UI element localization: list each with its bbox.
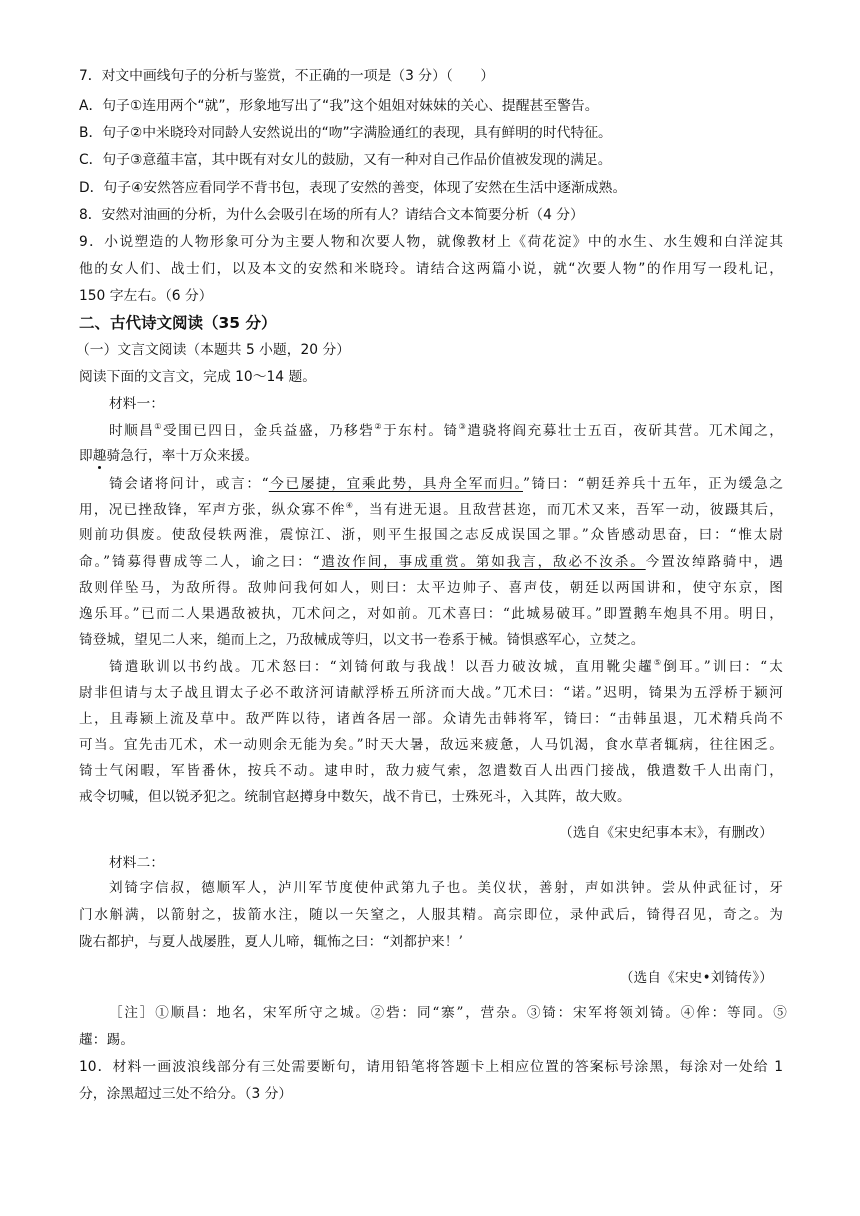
material-1-p2-line-3: 则前功俱废。使敌侵轶两淮，震惊江、浙，则平生报国之志反成误国之罪。”众皆感动思奋，曰：“惟太尉 bbox=[79, 527, 783, 543]
question-9-line-2: 他的女人们、战士们，以及本文的安然和米晓玲。请结合这两篇小说，就“次要人物”的作用写一段札记， bbox=[79, 261, 783, 277]
question-7-option-c: C．句子③意蕴丰富，其中既有对女儿的鼓励，又有一种对自己作品价值被发现的满足。 bbox=[79, 152, 612, 168]
question-10-line-2: 分，涂黑超过三处不给分。（3 分） bbox=[79, 1086, 293, 1102]
material-1-p3-line-4: 可当。宜先击兀术，术一动则余无能为矣。”时天大暑，敌远来疲惫，人马饥渴，食水草者辄病，往往困乏。 bbox=[79, 737, 783, 753]
section-title: 二、古代诗文阅读（35 分） bbox=[79, 314, 277, 332]
material-1-label: 材料一： bbox=[109, 396, 165, 412]
annotation-notes-line-1: ［注］①顺昌：地名，宋军所守之城。②砦：同“寨”，营杂。③锜：宋军将领刘锜。④侔：等同。⑤ bbox=[109, 1005, 787, 1021]
question-9-line-1: 9．小说塑造的人物形象可分为主要人物和次要人物，就像教材上《荷花淀》中的水生、水生嫂和白洋淀其 bbox=[79, 234, 783, 250]
question-8: 8．安然对油画的分析，为什么会吸引在场的所有人？请结合文本简要分析（4 分） bbox=[79, 207, 584, 223]
underlined-sentence-2: 遣汝作间，事成重赏。第如我言，敌必不汝杀。 bbox=[319, 554, 646, 570]
material-1-p2-line-2: 用，况已挫敌锋，军声方张，纵众寡不侔④，当有进无退。且敌营甚迩，而兀术又来，吾军一动，彼蹑其后， bbox=[79, 501, 783, 518]
material-2-label: 材料二： bbox=[109, 855, 165, 871]
question-7-option-a: A．句子①连用两个“就”，形象地写出了“我”这个姐姐对妹妹的关心、提醒甚至警告。 bbox=[79, 98, 599, 114]
reading-instruction: 阅读下面的文言文，完成 10～14 题。 bbox=[79, 369, 317, 385]
material-1-p3-line-1: 锜遣耿训以书约战。兀术怒曰：“刘锜何敢与我战！以吾力破汝城，直用靴尖趯⑤倒耳。”训曰：“太 bbox=[109, 658, 783, 675]
material-1-p3-line-2: 尉非但请与太子战且谓太子必不敢济河请献浮桥五所济而大战。”兀术曰：“诺。”迟明，锜果为五浮桥于颍河 bbox=[79, 685, 783, 701]
material-1-p2-line-1: 锜会诸将问计，或言：“今已屡捷，宜乘此势，具舟全军而归。”锜曰：“朝廷养兵十五年，正为缓急之 bbox=[109, 476, 783, 492]
material-1-p1-line-1: 时顺昌①受围已四日，金兵益盛，乃移砦②于东村。锜③遣骁将阎充募壮士五百，夜斫其营。兀术闻之， bbox=[109, 422, 783, 439]
material-2-line-3: 陇右都护，与夏人战屡胜，夏人儿啼，辄怖之曰：“刘都护来！’ bbox=[79, 934, 464, 950]
material-1-p2-line-4: 命。”锜募得曹成等二人，谕之曰：“遣汝作间，事成重赏。第如我言，敌必不汝杀。今置汝绰路骑中，遇 bbox=[79, 554, 783, 570]
material-1-p2-line-6: 逸乐耳。”已而二人果遇敌被执，兀术问之，对如前。兀术喜曰：“此城易破耳。”即置鹅车炮具不用。明日， bbox=[79, 606, 783, 622]
question-10-line-1: 10．材料一画波浪线部分有三处需要断句，请用铅笔将答题卡上相应位置的答案标号涂黑，每涂对一处给 1 bbox=[79, 1059, 783, 1075]
question-9-line-3: 150 字左右。（6 分） bbox=[79, 288, 213, 304]
material-1-p1-line-2: 即趣骑急行，率十万众来援。 bbox=[79, 448, 259, 464]
material-1-p3-line-6: 戒令切喊，但以锐矛犯之。统制官赵撙身中数矢，战不肯已，士殊死斗，入其阵，故大败。 bbox=[79, 789, 631, 805]
material-2-source: （选自《宋史•刘锜传》） bbox=[619, 970, 773, 986]
question-7: 7．对文中画线句子的分析与鉴赏，不正确的一项是（3 分）（ ） bbox=[79, 68, 495, 84]
underlined-sentence-1: 今已屡捷，宜乘此势，具舟全军而归。 bbox=[268, 476, 523, 492]
annotation-notes-line-2: 趯：踢。 bbox=[79, 1032, 135, 1048]
material-1-source: （选自《宋史纪事本末》，有删改） bbox=[559, 825, 773, 841]
material-2-line-1: 刘锜字信叔，德顺军人，泸川军节度使仲武第九子也。美仪状，善射，声如洪钟。尝从仲武征讨，牙 bbox=[109, 880, 783, 896]
material-1-p2-line-5: 敌则佯坠马，为敌所得。敌帅问我何如人，则曰：太平边帅子、喜声伎，朝廷以两国讲和，使守东京，图 bbox=[79, 580, 783, 596]
question-7-option-b: B．句子②中米晓玲对同龄人安然说出的“吻”字满脸通红的表现，具有鲜明的时代特征。 bbox=[79, 125, 612, 141]
material-1-p3-line-3: 上，且毒颍上流及草中。敌严阵以待，诸酋各居一部。众请先击韩将军，锜曰：“击韩虽退，兀术精兵尚不 bbox=[79, 711, 783, 727]
material-1-p2-line-7: 锜登城，望见二人来，缒而上之，乃敌械成等归，以文书一卷系于械。锜惧惑军心，立焚之。 bbox=[79, 632, 645, 648]
question-7-option-d: D．句子④安然答应看同学不背书包，表现了安然的善变，体现了安然在生活中逐渐成熟。 bbox=[79, 180, 627, 196]
subsection-title: （一）文言文阅读（本题共 5 小题，20 分） bbox=[76, 342, 351, 358]
material-1-p3-line-5: 锜士气闲暇，军皆番休，按兵不动。逮申时，敌力疲气索，忽遣数百人出西门接战，俄遣数千人出南门， bbox=[79, 763, 783, 779]
emphasis-dot-shan: 善 bbox=[538, 880, 555, 896]
material-2-line-2: 门水斛满，以箭射之，拔箭水注，随以一矢窒之，人服其精。高宗即位，录仲武后，锜得召见，奇之。为 bbox=[79, 907, 783, 923]
emphasis-dot-qu: 趣 bbox=[92, 448, 107, 464]
